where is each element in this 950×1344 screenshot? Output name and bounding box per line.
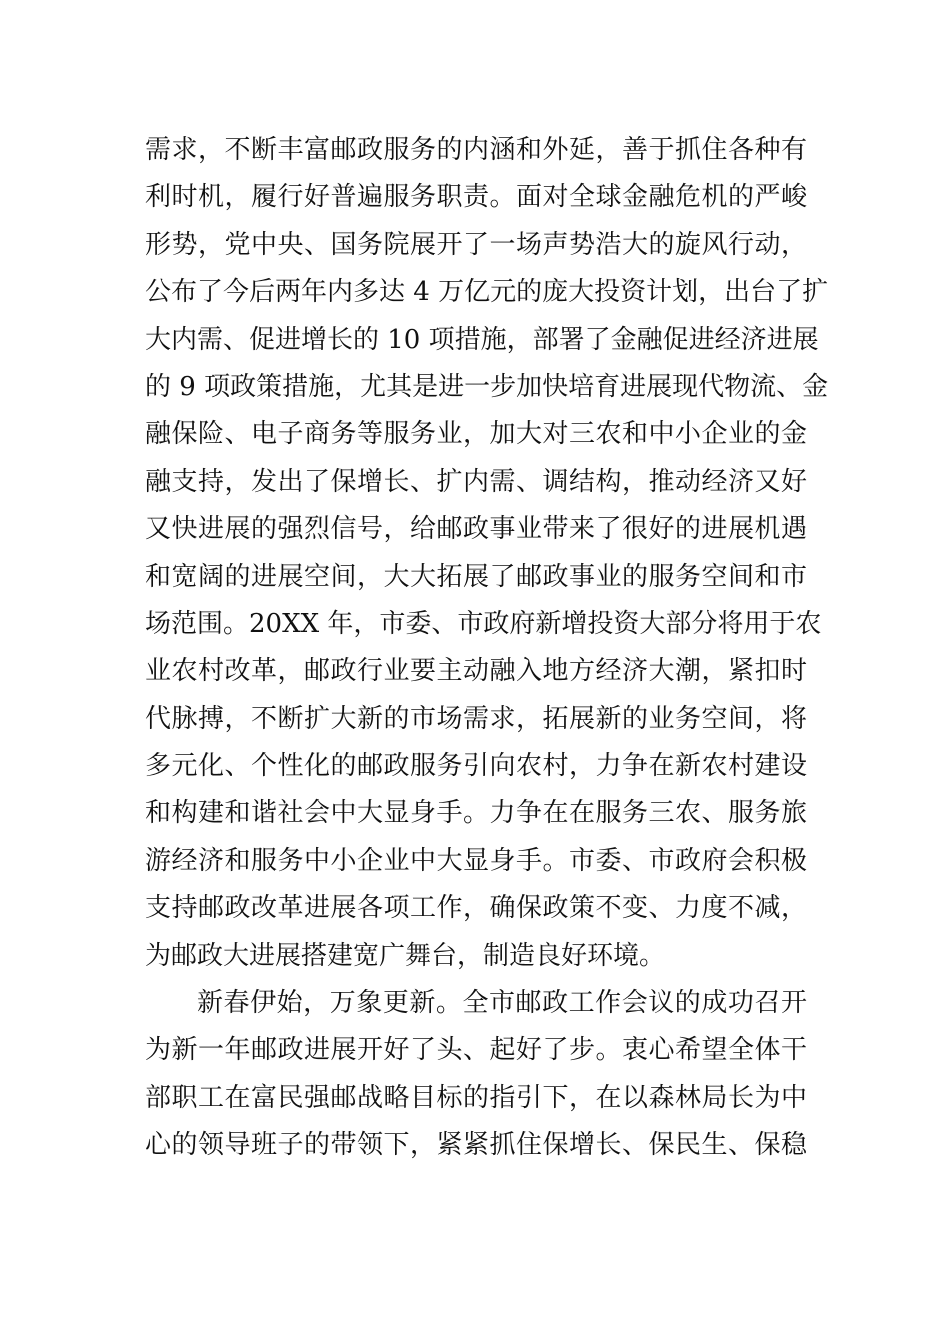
text-line: 大内需、促进增长的 10 项措施，部署了金融促进经济进展 [145, 324, 819, 355]
text-line: 游经济和服务中小企业中大显身手。市委、市政府会积极 [145, 845, 807, 876]
paragraph-1 [145, 127, 829, 980]
text-line: 业农村改革，邮政行业要主动融入地方经济大潮，紧扣时 [145, 656, 807, 687]
text-line: 公布了今后两年内多达 4 万亿元的庞大投资计划，出台了扩 [145, 277, 829, 308]
text-line: 场范围。20XX 年，市委、市政府新增投资大部分将用于农 [145, 608, 822, 639]
text-line: 新春伊始，万象更新。全市邮政工作会议的成功召开 [197, 988, 807, 1019]
text-line: 需求，不断丰富邮政服务的内涵和外延，善于抓住各种有 [145, 135, 807, 165]
body-text [145, 127, 829, 1170]
text-line: 代脉搏，不断扩大新的市场需求，拓展新的业务空间，将 [145, 703, 807, 734]
text-line: 又快进展的强烈信号，给邮政事业带来了很好的进展机遇 [145, 514, 807, 545]
text-line: 支持邮政改革进展各项工作，确保政策不变、力度不减， [145, 893, 807, 924]
text-line: 的 9 项政策措施，尤其是进一步加快培育进展现代物流、金 [145, 371, 829, 402]
text-line: 融保险、电子商务等服务业，加大对三农和中小企业的金 [145, 419, 807, 450]
text-line: 融支持，发出了保增长、扩内需、调结构，推动经济又好 [145, 466, 807, 497]
text-line: 多元化、个性化的邮政服务引向农村，力争在新农村建设 [145, 751, 807, 782]
text-line: 形势，党中央、国务院展开了一场声势浩大的旋风行动， [145, 229, 807, 260]
text-line: 和宽阔的进展空间，大大拓展了邮政事业的服务空间和市 [145, 561, 807, 592]
text-line: 为新一年邮政进展开好了头、起好了步。衷心希望全体干 [145, 1035, 807, 1066]
text-line: 为邮政大进展搭建宽广舞台，制造良好环境。 [145, 940, 666, 971]
text-line: 和构建和谐社会中大显身手。力争在在服务三农、服务旅 [145, 798, 807, 829]
text-line: 心的领导班子的带领下，紧紧抓住保增长、保民生、保稳 [145, 1130, 807, 1161]
text-line: 部职工在富民强邮战略目标的指引下，在以森林局长为中 [145, 1082, 807, 1113]
paragraph-2 [145, 980, 807, 1170]
text-line: 利时机，履行好普遍服务职责。面对全球金融危机的严峻 [145, 182, 807, 213]
